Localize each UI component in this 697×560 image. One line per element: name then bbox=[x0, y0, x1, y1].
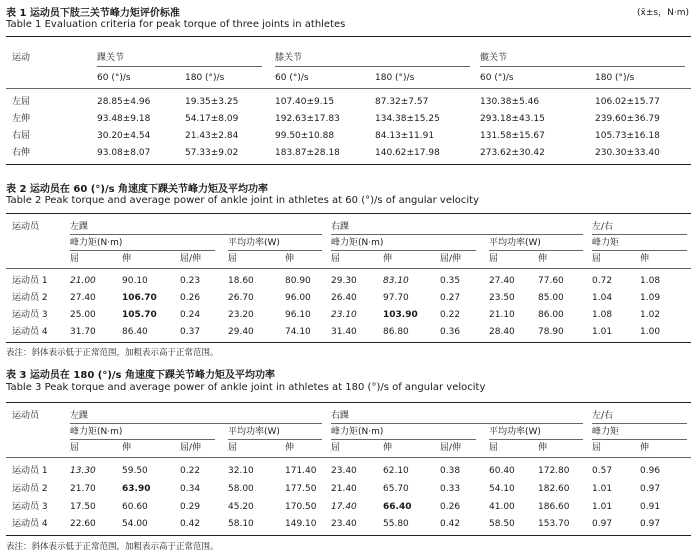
table2-cell-low: 83.10 bbox=[383, 276, 409, 286]
table3-sub-header: 屈 bbox=[592, 443, 602, 453]
table1-speed-5: 60 (°)/s bbox=[480, 73, 514, 83]
table2-cell: 97.70 bbox=[383, 293, 409, 303]
table2-cell: 77.60 bbox=[538, 276, 564, 286]
table2-cell: 85.00 bbox=[538, 293, 564, 303]
table1-cell: 87.32±7.57 bbox=[375, 97, 429, 107]
table2-cell: 1.08 bbox=[640, 276, 661, 286]
table3-bottom-rule bbox=[6, 535, 691, 536]
table3-cell: 182.60 bbox=[538, 484, 570, 494]
table1-group-ankle-rule bbox=[97, 66, 262, 67]
table1-cell: 130.38±5.46 bbox=[480, 97, 540, 107]
table1-header-rule bbox=[6, 88, 691, 89]
table1-title-cn: 表 1 运动员下肢三关节峰力矩评价标准 bbox=[6, 8, 180, 19]
table3-cell: 17.50 bbox=[70, 502, 96, 512]
table2-sub-header: 屈 bbox=[592, 254, 602, 264]
table3-cell: 54.10 bbox=[489, 484, 515, 494]
table2-sub-rule bbox=[331, 250, 476, 251]
table3-cell: 177.50 bbox=[285, 484, 317, 494]
table1-bottom-rule bbox=[6, 164, 691, 165]
table3-sub-header: 伸 bbox=[383, 443, 393, 453]
table2-cell: 0.26 bbox=[180, 293, 201, 303]
table3-power-right: 平均功率(W) bbox=[489, 427, 541, 437]
table2-cell: 31.70 bbox=[70, 327, 96, 337]
table3-cell: 32.10 bbox=[228, 466, 254, 476]
table3-cell: 1.01 bbox=[592, 502, 613, 512]
table1-group-ankle: 踝关节 bbox=[97, 53, 125, 63]
table1-cell: 84.13±11.91 bbox=[375, 131, 435, 141]
table3-cell: 0.96 bbox=[640, 466, 661, 476]
table1-cell: 230.30±33.40 bbox=[595, 148, 660, 158]
table3-sub-header: 伸 bbox=[640, 443, 650, 453]
table2-sub-header: 伸 bbox=[538, 254, 548, 264]
table3-cell: 23.40 bbox=[331, 519, 357, 529]
table2-cell: 29.30 bbox=[331, 276, 357, 286]
table3-row-label: 运动员 3 bbox=[12, 502, 48, 512]
table3-cell: 58.00 bbox=[228, 484, 254, 494]
table2-group-ratio-rule bbox=[592, 234, 687, 235]
table2-header-rule bbox=[6, 268, 691, 269]
table3-cell: 0.22 bbox=[180, 466, 201, 476]
table1-cell: 57.33±9.02 bbox=[185, 148, 239, 158]
table2-cell: 26.70 bbox=[228, 293, 254, 303]
table3-row-header: 运动员 bbox=[12, 411, 40, 421]
table3-sub-header: 伸 bbox=[122, 443, 132, 453]
table1-cell: 19.35±3.25 bbox=[185, 97, 239, 107]
table3-cell: 153.70 bbox=[538, 519, 570, 529]
table3-cell: 21.40 bbox=[331, 484, 357, 494]
table1-cell: 54.17±8.09 bbox=[185, 114, 239, 124]
table2-sub-rule bbox=[228, 250, 322, 251]
table3-cell: 22.60 bbox=[70, 519, 96, 529]
table2-group-right-rule bbox=[331, 234, 583, 235]
table1-cell: 192.63±17.83 bbox=[275, 114, 340, 124]
table3-cell: 0.26 bbox=[440, 502, 461, 512]
table3-cell: 0.42 bbox=[180, 519, 201, 529]
table2-cell: 78.90 bbox=[538, 327, 564, 337]
table1-speed-6: 180 (°)/s bbox=[595, 73, 635, 83]
table3-sub-rule bbox=[70, 439, 215, 440]
table3-cell: 62.10 bbox=[383, 466, 409, 476]
table3-sub-header: 屈 bbox=[331, 443, 341, 453]
table1-group-knee-rule bbox=[275, 66, 470, 67]
table3-cell: 0.91 bbox=[640, 502, 661, 512]
table2-sub-header: 屈 bbox=[70, 254, 80, 264]
table2-cell-high: 105.70 bbox=[122, 310, 157, 320]
table3-cell: 0.34 bbox=[180, 484, 201, 494]
table1-unit: (x̄±s，N·m) bbox=[637, 8, 689, 18]
table2-sub-rule bbox=[489, 250, 583, 251]
table2-sub-header: 屈 bbox=[228, 254, 238, 264]
table2-sub-header: 伸 bbox=[285, 254, 295, 264]
table2-top-rule bbox=[6, 213, 691, 214]
table2-cell: 86.00 bbox=[538, 310, 564, 320]
table3-sub-header: 伸 bbox=[285, 443, 295, 453]
table1-cell: 99.50±10.88 bbox=[275, 131, 335, 141]
table1-cell: 140.62±17.98 bbox=[375, 148, 440, 158]
table1-cell: 273.62±30.42 bbox=[480, 148, 545, 158]
table2-cell: 1.04 bbox=[592, 293, 613, 303]
table3-peak-left: 峰力矩(N·m) bbox=[70, 427, 123, 437]
table1-cell: 134.38±15.25 bbox=[375, 114, 440, 124]
table2-peak-right: 峰力矩(N·m) bbox=[331, 238, 384, 248]
table2-cell: 0.22 bbox=[440, 310, 461, 320]
table1-row-label: 左伸 bbox=[12, 114, 31, 124]
table2-group-ratio: 左/右 bbox=[592, 222, 614, 232]
table3-cell: 170.50 bbox=[285, 502, 317, 512]
table2-cell: 1.00 bbox=[640, 327, 661, 337]
table2-cell: 25.00 bbox=[70, 310, 96, 320]
table2-cell: 90.10 bbox=[122, 276, 148, 286]
table2-cell: 27.40 bbox=[489, 276, 515, 286]
table2-cell: 26.40 bbox=[331, 293, 357, 303]
table1-cell: 93.48±9.18 bbox=[97, 114, 151, 124]
table1-row-header: 运动 bbox=[12, 53, 31, 63]
table1-cell: 131.58±15.67 bbox=[480, 131, 545, 141]
table3-row-label: 运动员 2 bbox=[12, 484, 48, 494]
table1-speed-1: 60 (°)/s bbox=[97, 73, 131, 83]
table2-cell: 86.40 bbox=[122, 327, 148, 337]
table2-sub-header: 伸 bbox=[383, 254, 393, 264]
table3-cell: 0.29 bbox=[180, 502, 201, 512]
table2-cell: 23.20 bbox=[228, 310, 254, 320]
table2-row-label: 运动员 2 bbox=[12, 293, 48, 303]
table2-power-right: 平均功率(W) bbox=[489, 238, 541, 248]
table3-cell: 41.00 bbox=[489, 502, 515, 512]
table3-cell: 65.70 bbox=[383, 484, 409, 494]
table1-cell: 105.73±16.18 bbox=[595, 131, 660, 141]
table3-cell: 0.38 bbox=[440, 466, 461, 476]
table2-row-header: 运动员 bbox=[12, 222, 40, 232]
table3-cell: 149.10 bbox=[285, 519, 317, 529]
table1-cell: 239.60±36.79 bbox=[595, 114, 660, 124]
table2-sub-header: 屈 bbox=[331, 254, 341, 264]
table2-row-label: 运动员 3 bbox=[12, 310, 48, 320]
table2-sub-rule bbox=[592, 250, 687, 251]
table2-cell: 0.72 bbox=[592, 276, 613, 286]
table3-cell: 0.97 bbox=[640, 519, 661, 529]
table1-group-hip: 髋关节 bbox=[480, 53, 508, 63]
table2-group-left: 左踝 bbox=[70, 222, 89, 232]
table3-cell: 0.57 bbox=[592, 466, 613, 476]
table3-cell: 58.10 bbox=[228, 519, 254, 529]
table2-cell-high: 106.70 bbox=[122, 293, 157, 303]
table3-sub-header: 屈 bbox=[228, 443, 238, 453]
table3-power-left: 平均功率(W) bbox=[228, 427, 280, 437]
table3-cell: 0.97 bbox=[592, 519, 613, 529]
table1-speed-4: 180 (°)/s bbox=[375, 73, 415, 83]
table3-title-en: Table 3 Peak torque and average power of ankle joint in athletes at 180 (°)/s of angular velocity bbox=[6, 382, 486, 393]
table3-cell-high: 66.40 bbox=[383, 502, 412, 512]
table2-cell: 1.08 bbox=[592, 310, 613, 320]
table3-cell: 60.40 bbox=[489, 466, 515, 476]
table3-cell: 59.50 bbox=[122, 466, 148, 476]
table3-cell-high: 63.90 bbox=[122, 484, 151, 494]
table1-cell: 21.43±2.84 bbox=[185, 131, 239, 141]
table2-cell: 80.90 bbox=[285, 276, 311, 286]
table1-speed-3: 60 (°)/s bbox=[275, 73, 309, 83]
table2-cell: 0.37 bbox=[180, 327, 201, 337]
table3-peak-right: 峰力矩(N·m) bbox=[331, 427, 384, 437]
table3-ratio-peak: 峰力矩 bbox=[592, 427, 620, 437]
table3-cell: 54.00 bbox=[122, 519, 148, 529]
table3-group-left: 左踝 bbox=[70, 411, 89, 421]
table1-cell: 293.18±43.15 bbox=[480, 114, 545, 124]
table2-cell: 0.23 bbox=[180, 276, 201, 286]
table2-sub-header: 伸 bbox=[640, 254, 650, 264]
table2-note: 表注：斜体表示低于正常范围，加粗表示高于正常范围。 bbox=[6, 348, 219, 358]
table3-cell: 0.33 bbox=[440, 484, 461, 494]
table2-power-left: 平均功率(W) bbox=[228, 238, 280, 248]
table2-group-left-rule bbox=[70, 234, 322, 235]
table3-top-rule bbox=[6, 402, 691, 403]
table2-bottom-rule bbox=[6, 342, 691, 343]
table1-speed-2: 180 (°)/s bbox=[185, 73, 225, 83]
table3-cell: 171.40 bbox=[285, 466, 317, 476]
table3-cell: 21.70 bbox=[70, 484, 96, 494]
table2-cell: 18.60 bbox=[228, 276, 254, 286]
table2-cell-low: 23.10 bbox=[331, 310, 357, 320]
table3-group-ratio-rule bbox=[592, 423, 687, 424]
table1-top-rule bbox=[6, 36, 691, 37]
table2-cell: 1.09 bbox=[640, 293, 661, 303]
table2-cell-low: 21.00 bbox=[70, 276, 96, 286]
table2-cell: 0.36 bbox=[440, 327, 461, 337]
table2-cell: 96.10 bbox=[285, 310, 311, 320]
table3-sub-header: 屈 bbox=[70, 443, 80, 453]
table2-cell: 27.40 bbox=[70, 293, 96, 303]
table2-cell: 0.24 bbox=[180, 310, 201, 320]
table2-cell: 96.00 bbox=[285, 293, 311, 303]
table2-cell: 0.35 bbox=[440, 276, 461, 286]
table2-group-right: 右踝 bbox=[331, 222, 350, 232]
table2-cell: 74.10 bbox=[285, 327, 311, 337]
table3-row-label: 运动员 1 bbox=[12, 466, 48, 476]
table1-row-label: 左屈 bbox=[12, 97, 31, 107]
table3-cell-low: 13.30 bbox=[70, 466, 96, 476]
table3-group-right-rule bbox=[331, 423, 583, 424]
table3-title-cn: 表 3 运动员在 180 (°)/s 角速度下踝关节峰力矩及平均功率 bbox=[6, 370, 275, 381]
table1-group-knee: 膝关节 bbox=[275, 53, 303, 63]
table1-title-en: Table 1 Evaluation criteria for peak torque of three joints in athletes bbox=[6, 19, 346, 30]
table3-group-right: 右踝 bbox=[331, 411, 350, 421]
table2-sub-header: 屈/伸 bbox=[440, 254, 462, 264]
table3-note: 表注：斜体表示低于正常范围，加粗表示高于正常范围。 bbox=[6, 542, 219, 552]
table3-cell: 23.40 bbox=[331, 466, 357, 476]
table2-sub-header: 屈/伸 bbox=[180, 254, 202, 264]
table2-cell: 23.50 bbox=[489, 293, 515, 303]
table3-sub-header: 屈 bbox=[489, 443, 499, 453]
table3-cell: 55.80 bbox=[383, 519, 409, 529]
table3-cell: 0.97 bbox=[640, 484, 661, 494]
table2-row-label: 运动员 1 bbox=[12, 276, 48, 286]
table3-cell: 0.42 bbox=[440, 519, 461, 529]
table2-cell: 1.02 bbox=[640, 310, 661, 320]
table3-cell: 186.60 bbox=[538, 502, 570, 512]
table3-cell-low: 17.40 bbox=[331, 502, 357, 512]
table3-sub-header: 屈/伸 bbox=[440, 443, 462, 453]
table1-cell: 28.85±4.96 bbox=[97, 97, 151, 107]
table3-cell: 60.60 bbox=[122, 502, 148, 512]
table3-sub-rule bbox=[228, 439, 322, 440]
table3-sub-rule bbox=[331, 439, 476, 440]
table2-title-en: Table 2 Peak torque and average power of ankle joint in athletes at 60 (°)/s of angular velocity bbox=[6, 195, 479, 206]
table2-cell-high: 103.90 bbox=[383, 310, 418, 320]
table3-cell: 1.01 bbox=[592, 484, 613, 494]
table3-cell: 45.20 bbox=[228, 502, 254, 512]
table3-sub-header: 屈/伸 bbox=[180, 443, 202, 453]
table2-sub-header: 伸 bbox=[122, 254, 132, 264]
table2-sub-rule bbox=[70, 250, 215, 251]
table2-cell: 28.40 bbox=[489, 327, 515, 337]
table1-cell: 107.40±9.15 bbox=[275, 97, 335, 107]
table2-cell: 29.40 bbox=[228, 327, 254, 337]
table1-cell: 106.02±15.77 bbox=[595, 97, 660, 107]
table2-sub-header: 屈 bbox=[489, 254, 499, 264]
table3-sub-header: 伸 bbox=[538, 443, 548, 453]
table1-cell: 93.08±8.07 bbox=[97, 148, 151, 158]
table2-cell: 1.01 bbox=[592, 327, 613, 337]
table3-group-ratio: 左/右 bbox=[592, 411, 614, 421]
table1-cell: 30.20±4.54 bbox=[97, 131, 151, 141]
table2-cell: 21.10 bbox=[489, 310, 515, 320]
table3-group-left-rule bbox=[70, 423, 322, 424]
table1-row-label: 右伸 bbox=[12, 148, 31, 158]
table3-sub-rule bbox=[489, 439, 583, 440]
table2-cell: 0.27 bbox=[440, 293, 461, 303]
table2-peak-left: 峰力矩(N·m) bbox=[70, 238, 123, 248]
table3-sub-rule bbox=[592, 439, 687, 440]
table3-cell: 172.80 bbox=[538, 466, 570, 476]
table2-title-cn: 表 2 运动员在 60 (°)/s 角速度下踝关节峰力矩及平均功率 bbox=[6, 184, 269, 195]
table3-header-rule bbox=[6, 457, 691, 458]
table3-row-label: 运动员 4 bbox=[12, 519, 48, 529]
table2-ratio-peak: 峰力矩 bbox=[592, 238, 620, 248]
table2-row-label: 运动员 4 bbox=[12, 327, 48, 337]
table2-cell: 86.80 bbox=[383, 327, 409, 337]
table3-cell: 58.50 bbox=[489, 519, 515, 529]
table1-row-label: 右屈 bbox=[12, 131, 31, 141]
table1-group-hip-rule bbox=[480, 66, 685, 67]
table1-cell: 183.87±28.18 bbox=[275, 148, 340, 158]
table2-cell: 31.40 bbox=[331, 327, 357, 337]
